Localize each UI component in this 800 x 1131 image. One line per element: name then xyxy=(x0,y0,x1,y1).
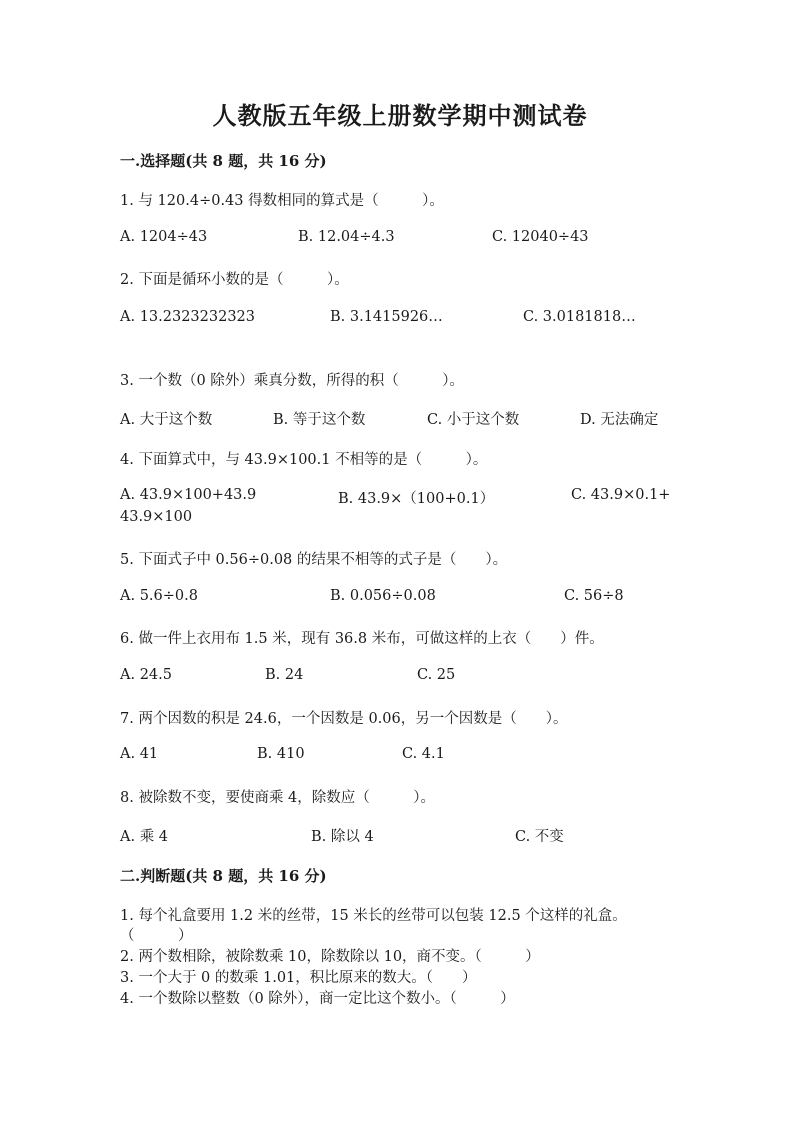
option-c: C. 12040÷43 xyxy=(492,229,589,245)
option-a: A. 乘 4 xyxy=(120,829,169,845)
question-stem: 5. 下面式子中 0.56÷0.08 的结果不相等的式子是（ ）。 xyxy=(120,552,508,568)
option-a: A. 13.2323232323 xyxy=(120,309,256,325)
option-b: B. 410 xyxy=(257,746,305,762)
option-c: C. 4.1 xyxy=(402,746,445,762)
question-stem: 4. 下面算式中，与 43.9×100.1 不相等的是（ ）。 xyxy=(120,452,488,468)
question-stem: 7. 两个因数的积是 24.6，一个因数是 0.06，另一个因数是（ ）。 xyxy=(120,711,568,727)
option-a: A. 41 xyxy=(120,746,159,762)
option-a: A. 1204÷43 xyxy=(120,229,208,245)
option-b: B. 12.04÷4.3 xyxy=(298,229,395,245)
option-b: B. 43.9×（100+0.1） xyxy=(338,491,495,507)
option-b: B. 等于这个数 xyxy=(273,412,366,428)
option-d: D. 无法确定 xyxy=(580,412,659,428)
option-b: B. 24 xyxy=(265,667,304,683)
question-stem: 3. 一个数（0 除外）乘真分数，所得的积（ ）。 xyxy=(120,373,465,389)
option-c: C. 25 xyxy=(417,667,456,683)
section-heading-choice: 一.选择题(共 8 题，共 16 分) xyxy=(120,152,327,170)
option-a: A. 大于这个数 xyxy=(120,412,213,428)
option-c: C. 3.0181818… xyxy=(523,309,636,325)
question-stem: 6. 做一件上衣用布 1.5 米，现有 36.8 米布，可做这样的上衣（ ）件。 xyxy=(120,631,604,647)
option-b: B. 0.056÷0.08 xyxy=(330,588,436,604)
page-title: 人教版五年级上册数学期中测试卷 xyxy=(212,101,588,130)
judgment-question: 1. 每个礼盒要用 1.2 米的丝带，15 米长的丝带可以包装 12.5 个这样的礼盒。 xyxy=(120,908,627,924)
option-a: A. 5.6÷0.8 xyxy=(120,588,198,604)
option-b: B. 除以 4 xyxy=(311,829,374,845)
option-c: C. 43.9×0.1+ xyxy=(571,487,671,503)
option-c: C. 小于这个数 xyxy=(427,412,520,428)
option-c-continued: 43.9×100 xyxy=(120,509,193,525)
option-a: A. 43.9×100+43.9 xyxy=(120,487,257,503)
judgment-question: 3. 一个大于 0 的数乘 1.01，积比原来的数大。（ ） xyxy=(120,970,477,986)
option-a: A. 24.5 xyxy=(120,667,172,683)
judgment-answer-blank: （ ） xyxy=(120,928,193,944)
question-stem: 1. 与 120.4÷0.43 得数相同的算式是（ ）。 xyxy=(120,193,444,209)
question-stem: 8. 被除数不变，要使商乘 4，除数应（ ）。 xyxy=(120,790,436,806)
question-stem: 2. 下面是循环小数的是（ ）。 xyxy=(120,272,349,288)
option-c: C. 不变 xyxy=(515,829,564,845)
judgment-question: 4. 一个数除以整数（0 除外），商一定比这个数小。（ ） xyxy=(120,991,515,1007)
judgment-question: 2. 两个数相除，被除数乘 10，除数除以 10，商不变。（ ） xyxy=(120,949,540,965)
option-b: B. 3.1415926… xyxy=(330,309,443,325)
section-heading-judgment: 二.判断题(共 8 题，共 16 分) xyxy=(120,867,327,885)
option-c: C. 56÷8 xyxy=(564,588,624,604)
